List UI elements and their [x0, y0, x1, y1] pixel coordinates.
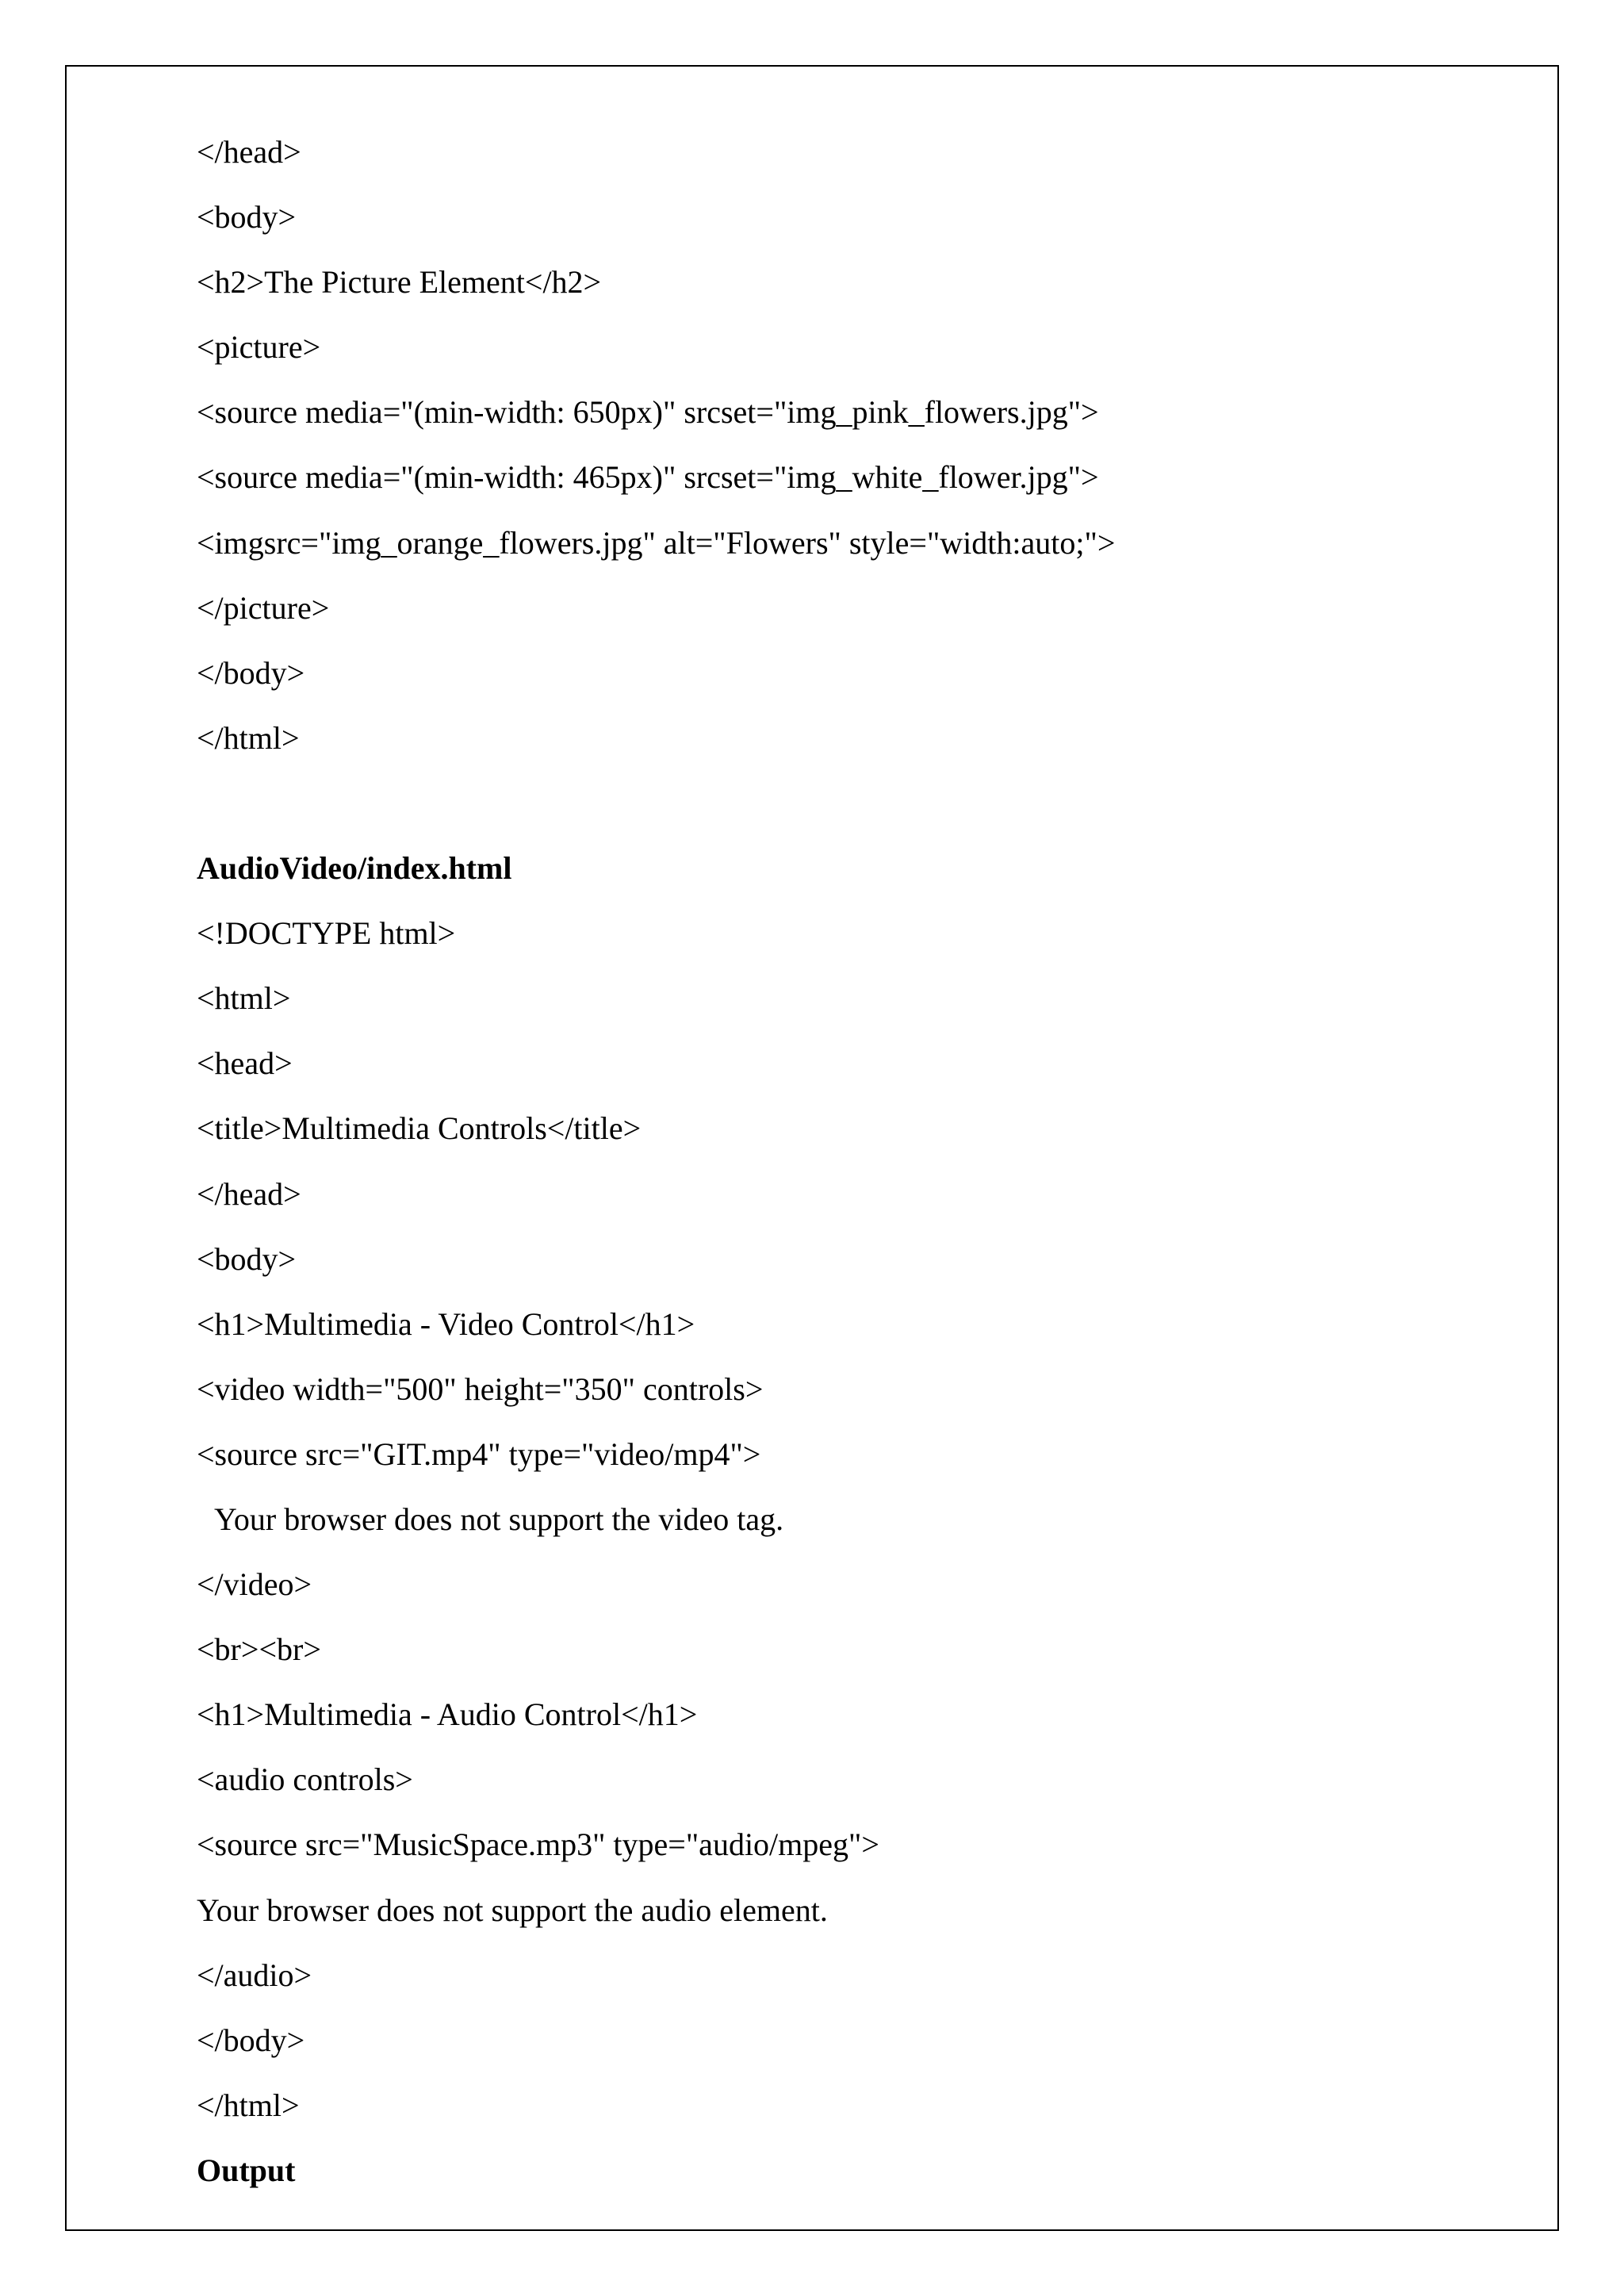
code-line: </head> [197, 1175, 301, 1212]
code-line: <imgsrc="img_orange_flowers.jpg" alt="Flowers" style="width:auto;"> [197, 524, 1116, 561]
code-line: <head> [197, 1045, 293, 1082]
code-line: </body> [197, 654, 305, 691]
blank-line [197, 782, 1505, 847]
code-line: <h1>Multimedia - Audio Control</h1> [197, 1696, 698, 1733]
code-line: <body> [197, 1240, 297, 1277]
code-line: </body> [197, 2022, 305, 2058]
section-heading-audio-video: AudioVideo/index.html [197, 850, 512, 887]
code-line: <!DOCTYPE html> [197, 915, 456, 952]
code-line: <br><br> [197, 1631, 321, 1668]
code-line: <html> [197, 980, 291, 1017]
code-line: </video> [197, 1566, 312, 1603]
code-line: </head> [197, 134, 301, 170]
section-heading-output: Output [197, 2152, 296, 2188]
code-line: </picture> [197, 589, 330, 626]
code-line: </html> [197, 2087, 300, 2123]
code-line: <source src="MusicSpace.mp3" type="audio/mpeg"> [197, 1826, 879, 1863]
code-line: </html> [197, 719, 300, 756]
code-line: Your browser does not support the video tag. [214, 1501, 784, 1537]
code-line: <video width="500" height="350" controls> [197, 1370, 764, 1407]
code-line: <source src="GIT.mp4" type="video/mp4"> [197, 1435, 761, 1472]
code-line: <picture> [197, 329, 321, 366]
code-line: <body> [197, 199, 297, 236]
code-line: <audio controls> [197, 1761, 413, 1798]
code-line: <title>Multimedia Controls</title> [197, 1110, 642, 1147]
document-content [197, 131, 1505, 2214]
code-line: <h2>The Picture Element</h2> [197, 264, 602, 301]
code-line: Your browser does not support the audio element. [197, 1892, 828, 1928]
code-line: </audio> [197, 1957, 312, 1993]
code-line: <h1>Multimedia - Video Control</h1> [197, 1305, 695, 1342]
code-line: <source media="(min-width: 465px)" srcset="img_white_flower.jpg"> [197, 459, 1099, 496]
code-line: <source media="(min-width: 650px)" srcset="img_pink_flowers.jpg"> [197, 394, 1099, 431]
